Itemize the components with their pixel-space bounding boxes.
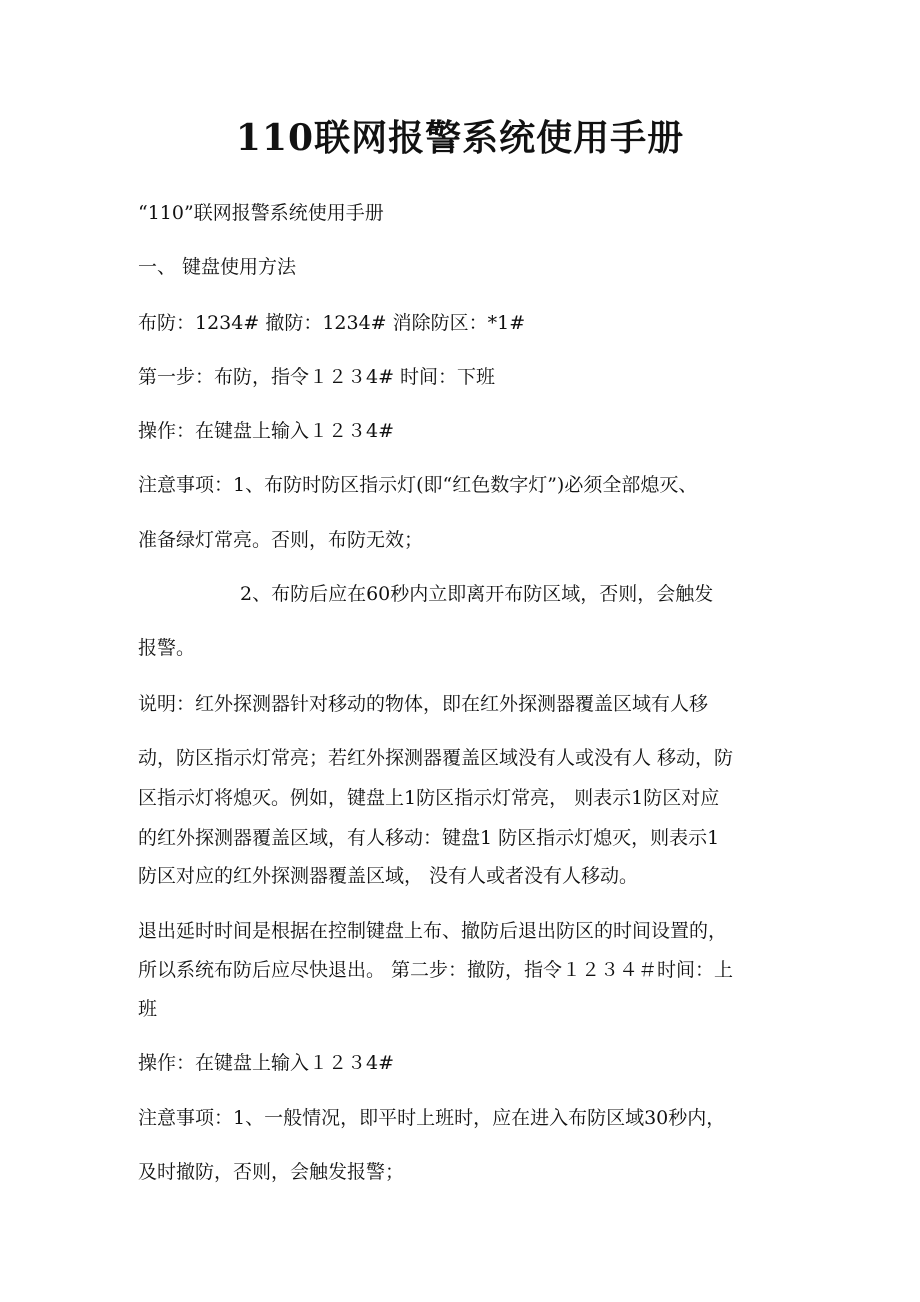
explanation-line: 说明：红外探测器针对移动的物体，即在红外探测器覆盖区域有人移 [138, 693, 709, 715]
command-summary-line: 布防：1234# 撤防：1234# 消除防区：*1# [138, 312, 526, 334]
section-heading: 一、 键盘使用方法 [138, 256, 297, 278]
explanation-line: 防区对应的红外探测器覆盖区域， 没有人或者没有人移动。 [138, 865, 639, 887]
notice-item-two-line: 2、布防后应在60秒内立即离开布防区域，否则，会触发 [240, 583, 714, 605]
exit-delay-line: 班 [138, 998, 158, 1020]
subtitle-line: “110”联网报警系统使用手册 [138, 202, 384, 224]
explanation-line: 区指示灯将熄灭。例如，键盘上1防区指示灯常亮， 则表示1防区对应 [138, 787, 720, 809]
document-title: 110联网报警系统使用手册 [235, 117, 685, 159]
operation-line: 操作：在键盘上输入１２３4# [138, 420, 395, 442]
notice-continuation-line: 准备绿灯常亮。否则，布防无效； [138, 529, 424, 551]
operation-line: 操作：在键盘上输入１２３4# [138, 1052, 395, 1074]
exit-delay-line: 所以系统布防后应尽快退出。 第二步：撤防，指令１２３４＃时间：上 [138, 959, 734, 981]
explanation-line: 的红外探测器覆盖区域，有人移动：键盘1 防区指示灯熄灭，则表示1 [138, 827, 720, 849]
notice-line: 注意事项：1、布防时防区指示灯(即“红色数字灯”)必须全部熄灭、 [138, 474, 698, 496]
explanation-line: 动，防区指示灯常亮；若红外探测器覆盖区域没有人或没有人 移动，防 [138, 747, 734, 769]
notice-continuation-line: 及时撤防，否则，会触发报警； [138, 1161, 405, 1183]
notice-line: 注意事项：1、一般情况，即平时上班时，应在进入布防区域30秒内， [138, 1107, 726, 1129]
exit-delay-line: 退出延时时间是根据在控制键盘上布、撤防后退出防区的时间设置的， [138, 920, 728, 942]
notice-item-two-continuation: 报警。 [138, 637, 196, 659]
step-one-line: 第一步：布防，指令１２３4# 时间：下班 [138, 366, 496, 388]
